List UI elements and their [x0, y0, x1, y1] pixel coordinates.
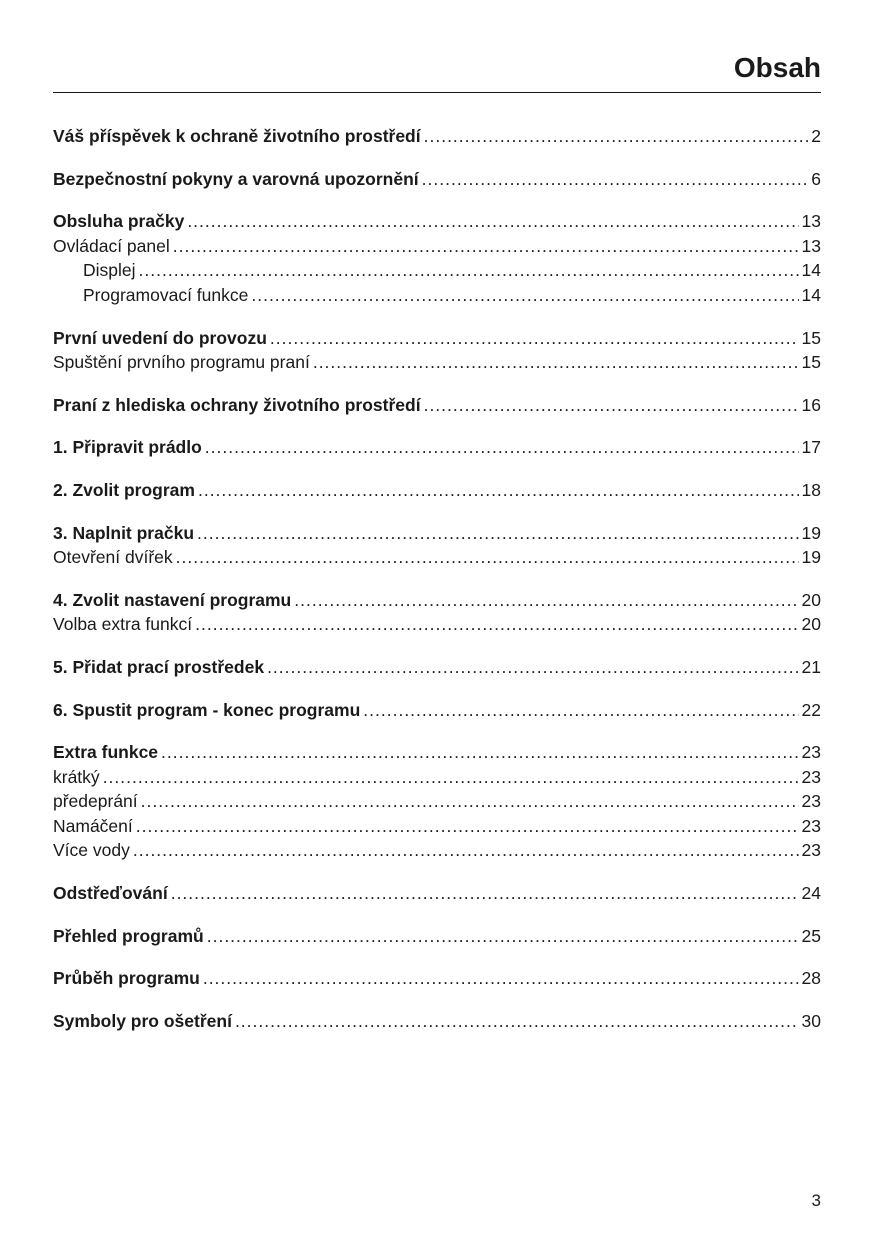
- toc-entry[interactable]: [53, 478, 821, 503]
- toc-entry[interactable]: [53, 765, 821, 790]
- toc-entry-title: předeprání: [53, 791, 138, 812]
- toc-entry-page: 13: [801, 211, 821, 232]
- toc-entry[interactable]: [53, 393, 821, 418]
- toc-entry[interactable]: [53, 435, 821, 460]
- toc-dot-leader: [103, 765, 799, 790]
- toc-entry-title: Bezpečnostní pokyny a varovná upozornění: [53, 168, 419, 189]
- toc-entry[interactable]: [53, 124, 821, 149]
- toc-entry-page: 18: [801, 479, 821, 500]
- toc-entry-title: 4. Zvolit nastavení programu: [53, 589, 292, 610]
- toc-entry-title: Přehled programů: [53, 925, 204, 946]
- page-number: 3: [811, 1191, 821, 1210]
- page-title: Obsah: [733, 52, 821, 83]
- toc-dot-leader: [176, 545, 799, 570]
- toc-entry[interactable]: [53, 258, 821, 283]
- toc-dot-leader: [187, 209, 798, 234]
- toc-dot-leader: [313, 350, 799, 375]
- toc-entry[interactable]: [53, 545, 821, 570]
- toc-entry[interactable]: [53, 1009, 821, 1034]
- toc-entry-page: 15: [801, 352, 821, 373]
- toc-entry-title: Ovládací panel: [53, 235, 170, 256]
- toc-entry-page: 19: [801, 547, 821, 568]
- toc-dot-leader: [136, 814, 799, 839]
- toc-entry-page: 24: [801, 883, 821, 904]
- toc-dot-leader: [205, 435, 799, 460]
- toc-entry[interactable]: [53, 698, 821, 723]
- toc-entry-title: Displej: [83, 260, 136, 281]
- toc-entry-page: 14: [801, 260, 821, 281]
- toc-entry-page: 13: [801, 235, 821, 256]
- toc-entry-page: 17: [801, 437, 821, 458]
- toc-entry-title: Odstřeďování: [53, 883, 168, 904]
- toc-entry-title: 1. Připravit prádlo: [53, 437, 202, 458]
- toc-dot-leader: [424, 124, 809, 149]
- toc-entry-title: 6. Spustit program - konec programu: [53, 699, 361, 720]
- toc-entry-title: krátký: [53, 766, 100, 787]
- toc-entry-page: 16: [801, 394, 821, 415]
- toc-entry-title: 3. Naplnit pračku: [53, 522, 195, 543]
- toc-entry[interactable]: [53, 881, 821, 906]
- toc-dot-leader: [207, 924, 799, 949]
- toc-entry-title: Váš příspěvek k ochraně životního prostředí: [53, 126, 421, 146]
- toc-entry-title: Obsluha pračky: [53, 211, 185, 232]
- title-divider: [53, 92, 821, 93]
- toc-dot-leader: [203, 966, 799, 991]
- toc-dot-leader: [141, 789, 799, 814]
- toc-entry-page: 22: [801, 699, 821, 720]
- toc-entry-title: Praní z hlediska ochrany životního prostředí: [53, 394, 421, 415]
- toc-entry[interactable]: [53, 326, 821, 351]
- toc-entry[interactable]: [53, 924, 821, 949]
- toc-entry[interactable]: [53, 966, 821, 991]
- toc-entry[interactable]: [53, 655, 821, 680]
- toc-entry-title: Programovací funkce: [83, 284, 249, 305]
- toc-dot-leader: [133, 838, 799, 863]
- toc-entry[interactable]: [53, 350, 821, 375]
- toc-entry[interactable]: [53, 838, 821, 863]
- toc-entry-title: Volba extra funkcí: [53, 614, 193, 635]
- toc-entry-page: 14: [801, 284, 821, 305]
- toc-entry-page: 20: [801, 614, 821, 635]
- toc-entry-title: Spuštění prvního programu praní: [53, 352, 310, 373]
- toc-entry-page: 25: [801, 925, 821, 946]
- toc-dot-leader: [267, 655, 798, 680]
- toc-dot-leader: [171, 881, 799, 906]
- toc-entry-title: Namáčení: [53, 815, 133, 836]
- toc-entry-page: 19: [801, 522, 821, 543]
- toc-entry[interactable]: [53, 789, 821, 814]
- toc-entry-page: 15: [801, 327, 821, 348]
- toc-entry-title: Symboly pro ošetření: [53, 1010, 232, 1031]
- toc-dot-leader: [424, 393, 799, 418]
- toc-entry-title: Více vody: [53, 840, 130, 861]
- toc-entry-page: 23: [801, 840, 821, 861]
- toc-entry[interactable]: [53, 209, 821, 234]
- toc-entry-title: 5. Přidat prací prostředek: [53, 656, 265, 677]
- toc-entry-page: 23: [801, 742, 821, 763]
- toc-entry[interactable]: [53, 814, 821, 839]
- toc-dot-leader: [161, 740, 798, 765]
- toc-entry-page: 21: [801, 656, 821, 677]
- toc-dot-leader: [270, 326, 799, 351]
- toc-entry[interactable]: [53, 740, 821, 765]
- toc-entry-title: 2. Zvolit program: [53, 479, 195, 500]
- toc-entry-title: První uvedení do provozu: [53, 327, 267, 348]
- toc-dot-leader: [139, 258, 799, 283]
- toc-entry-title: Průběh programu: [53, 968, 200, 989]
- toc-entry-page: 28: [801, 968, 821, 989]
- toc-entry-page: 23: [801, 766, 821, 787]
- toc-dot-leader: [251, 283, 798, 308]
- toc-entry-title: Extra funkce: [53, 742, 159, 763]
- toc-entry-page: 20: [801, 589, 821, 610]
- toc-entry[interactable]: [53, 234, 821, 259]
- toc-entry-page: 23: [801, 815, 821, 836]
- toc-entry[interactable]: [53, 283, 821, 308]
- toc-dot-leader: [235, 1009, 799, 1034]
- toc-dot-leader: [197, 521, 799, 546]
- toc-entry[interactable]: [53, 521, 821, 546]
- toc-entry[interactable]: [53, 612, 821, 637]
- toc-dot-leader: [198, 478, 799, 503]
- toc-dot-leader: [422, 167, 809, 192]
- toc-dot-leader: [195, 612, 798, 637]
- table-of-contents: [53, 124, 821, 1033]
- toc-entry[interactable]: [53, 167, 821, 192]
- toc-dot-leader: [363, 698, 798, 723]
- toc-entry-page: 6: [811, 168, 821, 189]
- toc-dot-leader: [173, 234, 799, 259]
- toc-entry-page: 23: [801, 791, 821, 812]
- toc-dot-leader: [294, 588, 798, 613]
- toc-entry-page: 2: [811, 126, 821, 146]
- toc-entry-page: 30: [801, 1010, 821, 1031]
- toc-entry-title: Otevření dvířek: [53, 547, 173, 568]
- toc-entry[interactable]: [53, 588, 821, 613]
